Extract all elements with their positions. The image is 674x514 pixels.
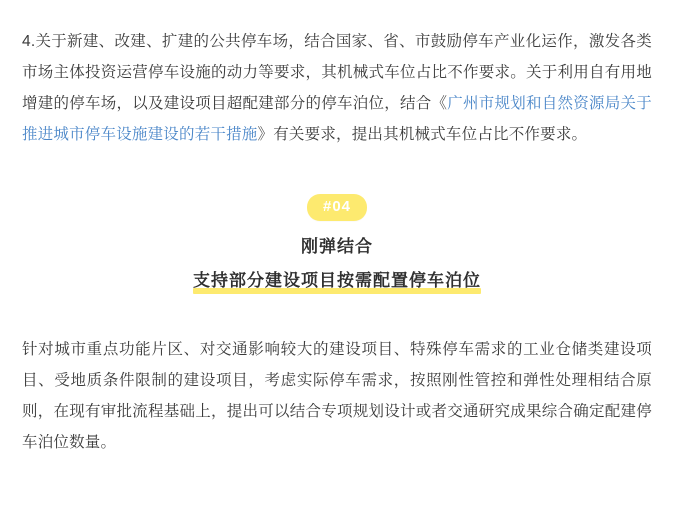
section-badge-wrap bbox=[22, 194, 652, 221]
paragraph-item-4 bbox=[22, 16, 652, 150]
section-title-line-1: 刚弹结合 bbox=[301, 236, 373, 256]
section-heading-04 bbox=[22, 194, 652, 294]
paragraph-section-04-body: 针对城市重点功能片区、对交通影响较大的建设项目、特殊停车需求的工业仓储类建设项目、受地质条件限制的建设项目，考虑实际停车需求，按照刚性管控和弹性处理相结合原则，在现有审批流程基础上，提出可以结合专项规划设计或者交通研究成果综合确定配建停车泊位数量。 bbox=[22, 340, 652, 451]
section-title-line-2: 支持部分建设项目按需配置停车泊位 bbox=[193, 270, 481, 290]
section-number-badge: #04 bbox=[307, 194, 367, 221]
section-title-line-2-wrap bbox=[193, 267, 481, 294]
paragraph-4-text-b: 》有关要求，提出其机械式车位占比不作要求。 bbox=[257, 125, 588, 143]
policy-document-link[interactable]: 广州市规划和自然资源局关于推进城市停车设施建设的若干措施 bbox=[22, 94, 652, 143]
paragraph-4-text-a: 4.关于新建、改建、扩建的公共停车场，结合国家、省、市鼓励停车产业化运作，激发各类市场主体投资运营停车设施的动力等要求，其机械式车位占比不作要求。关于利用自有用地增建的停车场，以及建设项目超配建部分的停车泊位，结合《 bbox=[22, 32, 652, 112]
document-page bbox=[0, 16, 674, 514]
